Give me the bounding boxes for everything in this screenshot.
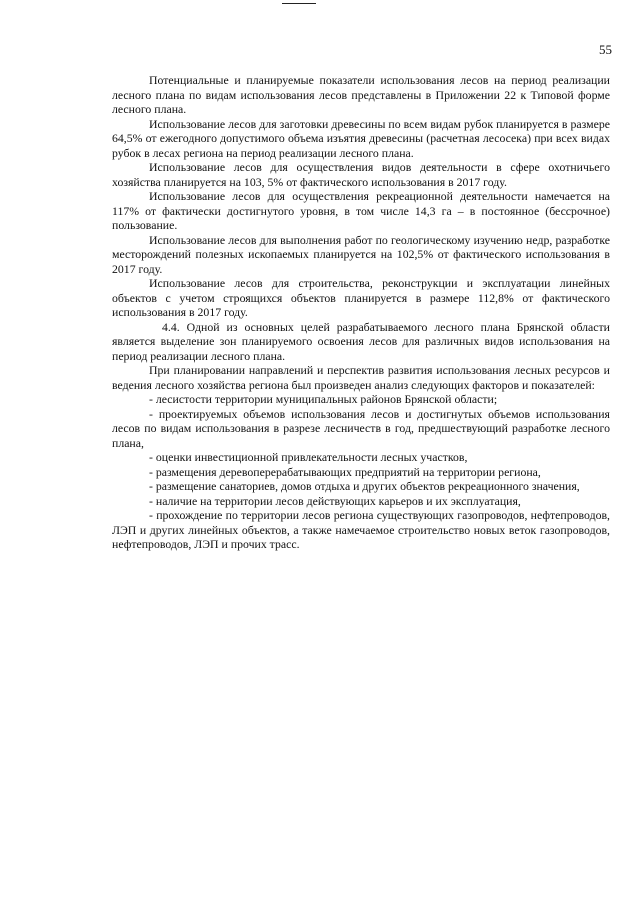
list-item: - размещения деревоперерабатывающих предприятий на территории региона, — [149, 464, 541, 479]
page-number: 55 — [599, 42, 612, 57]
list-item: - лесистости территории муниципальных районов Брянской области; — [149, 392, 498, 406]
paragraph-geology: Использование лесов для выполнения работ по геологическому изучению недр, разработке месторождений полезных ископаемых планируется на 102,5% от фактического использования в 2017 году. — [112, 232, 610, 276]
paragraph-analysis-intro: При планировании направлений и перспектив развития использования лесных ресурсов и ведения лесного хозяйства региона был произведен анализ следующих факторов и показателей: — [112, 363, 610, 392]
document-body — [112, 73, 610, 552]
list-item: - оценки инвестиционной привлекательности лесных участков, — [149, 450, 468, 464]
list-item: - проектируемых объемов использования лесов и достигнутых объемов использования лесов по видам использования в разрезе лесничеств в год, предшествующий разработке лесного плана, — [112, 406, 610, 450]
list-item: - наличие на территории лесов действующих карьеров и их эксплуатация, — [149, 493, 521, 508]
paragraph-linear-objects: Использование лесов для строительства, реконструкции и эксплуатации линейных объектов с учетом строящихся объектов планируется в размере 112,8% от фактического использования в 2017 году. — [112, 276, 610, 319]
list-item: - размещение санаториев, домов отдыха и других объектов рекреационного значения, — [149, 479, 580, 493]
paragraph-timber-harvest: Использование лесов для заготовки древесины по всем видам рубок планируется в размере 64,5% от ежегодного допустимого объема изъятия древесины (расчетная лесосека) при всех видах рубок в лесах региона на период реализации лесного плана. — [112, 116, 610, 160]
list-item: - прохождение по территории лесов региона существующих газопроводов, нефтепроводов, ЛЭП и других линейных объектов, а также намечаемое строительство новых веток газопроводов, нефтепроводов, ЛЭП и прочих трасс. — [112, 508, 610, 551]
paragraph-hunting: Использование лесов для осуществления видов деятельности в сфере охотничьего хозяйства планируется на 103, 5% от фактического использования в 2017 году. — [112, 160, 610, 189]
paragraph-recreation: Использование лесов для осуществления рекреационной деятельности намечается на 117% от фактически достигнутого уровня, в том числе 14,3 га – в постоянное (бессрочное) пользование. — [112, 189, 610, 232]
paragraph-forecast-indicators: Потенциальные и планируемые показатели использования лесов на период реализации лесного плана по видам использования лесов представлены в Приложении 22 к Типовой форме лесного плана. — [112, 73, 610, 116]
paragraph-section-4-4: 4.4. Одной из основных целей разрабатываемого лесного плана Брянской области является выделение зон планируемого освоения лесов для различных видов использования на период реализации лесного плана. — [112, 319, 610, 363]
top-scan-mark — [282, 3, 316, 4]
